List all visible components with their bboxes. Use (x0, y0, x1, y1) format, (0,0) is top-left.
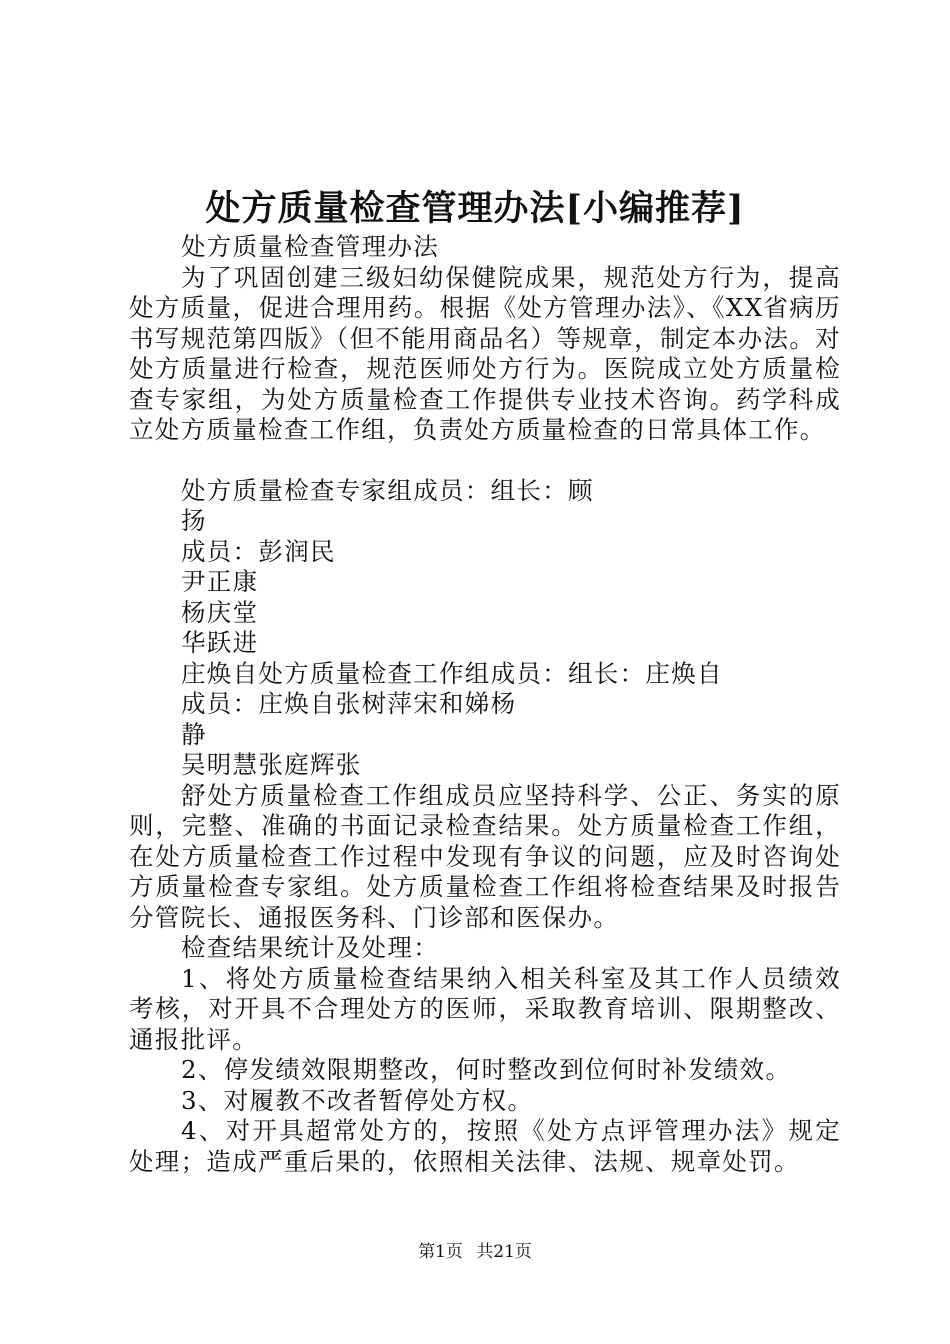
document-title: 处方质量检查管理办法[小编推荐] (205, 188, 745, 229)
page-number: 第1页 (418, 1242, 463, 1262)
member-line: 吴明慧张庭辉张 (181, 750, 362, 779)
member-line: 杨庆堂 (181, 597, 259, 627)
result-item-2: 2、停发绩效限期整改，何时整改到位何时补发绩效。 (181, 1055, 792, 1084)
member-line: 扬 (181, 506, 207, 535)
member-line: 庄焕自处方质量检查工作组成员：组长：庄焕自 (181, 658, 723, 688)
paragraph-gap (129, 446, 841, 476)
member-line: 尹正康 (181, 567, 259, 596)
work-paragraph: 舒处方质量检查工作组成员应坚持科学、公正、务实的原则，完整、准确的书面记录检查结果。处方质量检查工作组，在处方质量检查工作过程中发现有争议的问题，应及时咨询处方质量检查专家组。处方质量检查工作组将检查结果及时报告分管院长、通报医务科、门诊部和医保办。 (129, 780, 841, 932)
document-body (129, 232, 841, 1177)
member-line: 成员：庄焕自张树萍宋和娣杨 (181, 689, 517, 718)
result-item-1: 1、将处方质量检查结果纳入相关科室及其工作人员绩效考核，对开具不合理处方的医师，采取教育培训、限期整改、通报批评。 (129, 963, 841, 1054)
subtitle: 处方质量检查管理办法 (181, 232, 439, 261)
member-line: 华跃进 (181, 628, 259, 657)
result-item-3: 3、对履教不改者暂停处方权。 (181, 1085, 534, 1115)
results-heading: 检查结果统计及处理： (181, 933, 439, 962)
member-line: 处方质量检查专家组成员：组长：顾 (181, 475, 594, 505)
result-item-4: 4、对开具超常处方的，按照《处方点评管理办法》规定处理；造成严重后果的，依照相关法律、法规、规章处罚。 (129, 1116, 841, 1176)
page-footer (0, 1240, 950, 1264)
member-line: 静 (181, 719, 207, 749)
page-total: 共21页 (476, 1242, 532, 1262)
member-list (129, 476, 841, 781)
intro-paragraph: 为了巩固创建三级妇幼保健院成果，规范处方行为，提高处方质量，促进合理用药。根据《处方管理办法》、《XX省病历书写规范第四版》（但不能用商品名）等规章，制定本办法。对处方质量进行检查，规范医师处方行为。医院成立处方质量检查专家组，为处方质量检查工作提供专业技术咨询。药学科成立处方质量检查工作组，负责处方质量检查的日常具体工作。 (129, 262, 841, 444)
member-line: 成员：彭润民 (181, 536, 336, 566)
